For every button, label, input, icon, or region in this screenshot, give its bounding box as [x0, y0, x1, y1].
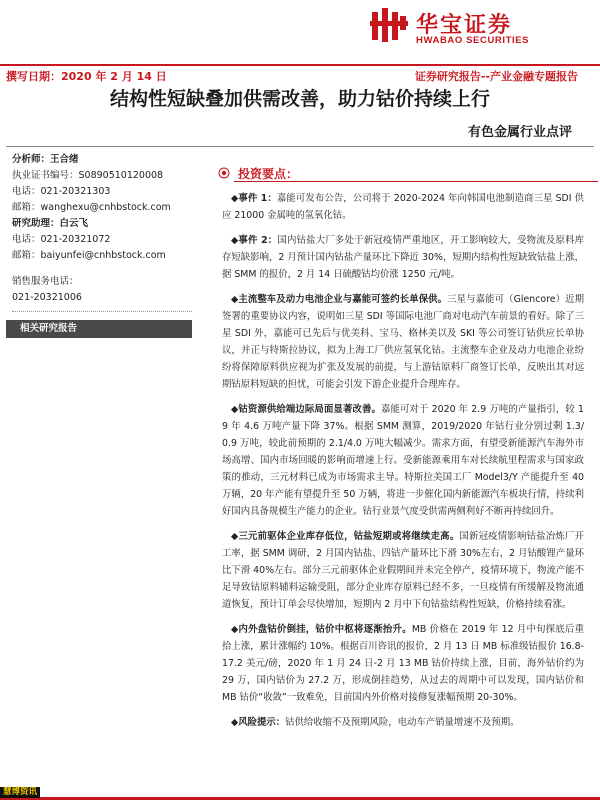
sales-label: 销售服务电话： — [12, 276, 79, 287]
highlight-paragraph — [222, 714, 584, 731]
assistant-phone: 电话：021-20321072 — [12, 234, 111, 245]
sales-phone: 021-20321006 — [12, 292, 82, 303]
report-title: 结构性短缺叠加供需改善，助力钴价持续上行 — [109, 88, 490, 110]
title-divider — [6, 146, 594, 147]
sidebar-divider — [12, 306, 192, 312]
paragraph-lead: ◆风险提示： — [231, 717, 286, 728]
assistant-name: 研究助理：白云飞 — [12, 218, 89, 229]
highlight-paragraph — [222, 401, 584, 520]
report-date: 撰写日期：2020 年 2 月 14 日 — [6, 70, 167, 83]
report-subtitle: 有色金属行业点评 — [467, 125, 572, 140]
highlights-title: 投资要点： — [238, 167, 299, 181]
highlight-paragraph — [222, 232, 584, 283]
spacer — [12, 264, 192, 274]
highlights-body — [222, 190, 584, 739]
paragraph-text: 三星与嘉能可（Glencore）近期签署的重要协议内容，说明如三星 SDI 等国际电池厂商对电动汽车前景的看好。除了三星 SDI 外，嘉能可已先后与优美科、宝马、格林美以及 SKI 等公司签订钴供应长单协议，并正与特斯拉协议，拟为上海工厂供应氢氧化钴。主流整车企业及动力电池企业纷纷将保障原料供应视为扩张及发展的前提，与上游钴原料厂商签订长单，反映出其对远期钴原料短缺的担忧，可能会引发下游企业提升合理库存。 — [222, 294, 585, 390]
highlight-paragraph — [222, 291, 584, 393]
brand-logo — [370, 6, 580, 46]
paragraph-lead: ◆事件 1： — [231, 193, 277, 204]
analyst-license: 执业证书编号：S0890510120008 — [12, 170, 164, 181]
brand-name-en: HWABAO SECURITIES — [416, 35, 530, 46]
assistant-email[interactable]: 邮箱：baiyunfei@cnhbstock.com — [12, 250, 166, 261]
paragraph-text: 嘉能可对于 2020 年 2.9 万吨的产量指引，较 19 年 4.6 万吨产量下降 37%。根据 SMM 测算，2019/2020 年钴行业分别过剩 1.3/0.9 万吨，较此前预期的 2.1/4.0 万吨大幅减少。需求方面，有望受新能源汽车海外市场高增、国内市场回暖的影响而增速上行。受新能源乘用车对长续航里程需求与国家政策的推动，三元材料已成为市场需求主导。特斯拉美国工厂 Model3/Y 产能提升至 40 万辆，20 年产能有望提升至 50 万辆，将进一步催化国内新能源汽车板块行情，持续利好国内具备规模生产能力的企业。钴行业景气度受供需两侧利好不断再持续回升。 — [222, 404, 584, 517]
paragraph-text: MB 价格在 2019 年 12 月中旬探底后重拾上涨，累计涨幅约 10%。根据百川咨讯的报价，2 月 13 日 MB 标准级钴报价 16.8-17.2 美元/磅，2020 年 1 月 24 日-2 月 13 MB 钴价持续上涨，目前，海外钴价约为 29 万，国内钴价为 27.2 万，形成倒挂趋势，从过去的周期中可以发现，国内钴价和 MB 钴价“收敛”一致难免，目前国内外价格对接修复涨幅预期 20-30%。 — [222, 624, 584, 703]
paragraph-text: 国新冠疫情影响钴盐冶炼厂开工率，据 SMM 调研，2 月国内钴盐、四钴产量环比下滑 30%左右，2 月钴酸锂产量环比下滑 40%左右。部分三元前驱体企业假期间并未完全停产，疫情环境下，物流产能不足导致钴原料辅料运输受阻，部分企业库存原料已经不多，一旦疫情有所缓解及物流通道恢复，预计订单会尽快增加，短期内 2 月中下旬钴盐结构性短缺，价格持续看涨。 — [222, 531, 584, 610]
highlight-paragraph — [222, 528, 584, 613]
report-series: 证券研究报告--产业金融专题报告 — [414, 70, 578, 83]
report-meta-bar — [0, 64, 600, 84]
analyst-phone: 电话：021-20321303 — [12, 186, 111, 197]
related-reports-header: 相关研究报告 — [6, 320, 192, 338]
paragraph-lead: ◆钴资源供给端边际局面显著改善。 — [231, 404, 382, 415]
header-rule — [0, 64, 600, 66]
brand-name-cn: 华宝证券 — [416, 13, 513, 38]
paragraph-lead: ◆主流整车及动力电池企业与嘉能可签约长单保供。 — [231, 294, 448, 305]
hwabao-logo-icon — [370, 8, 408, 42]
analyst-name: 分析师：王合绪 — [12, 154, 79, 165]
analyst-sidebar — [12, 152, 192, 338]
highlight-paragraph — [222, 621, 584, 706]
analyst-email[interactable]: 邮箱：wanghexu@cnhbstock.com — [12, 202, 171, 213]
footer-source-tag: 慧博资讯 — [0, 787, 40, 798]
paragraph-text: 钴供给收缩不及预期风险，电动车产销量增速不及预期。 — [285, 717, 520, 728]
paragraph-lead: ◆事件 2： — [231, 235, 278, 246]
highlight-paragraph — [222, 190, 584, 224]
paragraph-lead: ◆内外盘钴价倒挂，钴价中枢将逐渐抬升。 — [231, 624, 412, 635]
paragraph-text: 国内钴盐大厂多处于新冠疫情严重地区，开工影响较大，受物流及原料库存短缺影响，2 月预计国内钴盐产量环比下降近 30%，短期内结构性短缺致钴盐上涨，据 SMM 的报价，2 月 14 日硫酸钴均价涨 1250 元/吨。 — [222, 235, 584, 280]
paragraph-text: 嘉能可发布公告，公司将于 2020-2024 年向韩国电池制造商三星 SDI 供应 21000 金属吨的氢氧化钴。 — [222, 193, 584, 221]
paragraph-lead: ◆三元前驱体企业库存低位，钴盐短期或将继续走高。 — [231, 531, 460, 542]
highlights-underline — [234, 181, 598, 182]
page-footer — [0, 788, 600, 800]
target-bullet-icon — [218, 167, 230, 179]
